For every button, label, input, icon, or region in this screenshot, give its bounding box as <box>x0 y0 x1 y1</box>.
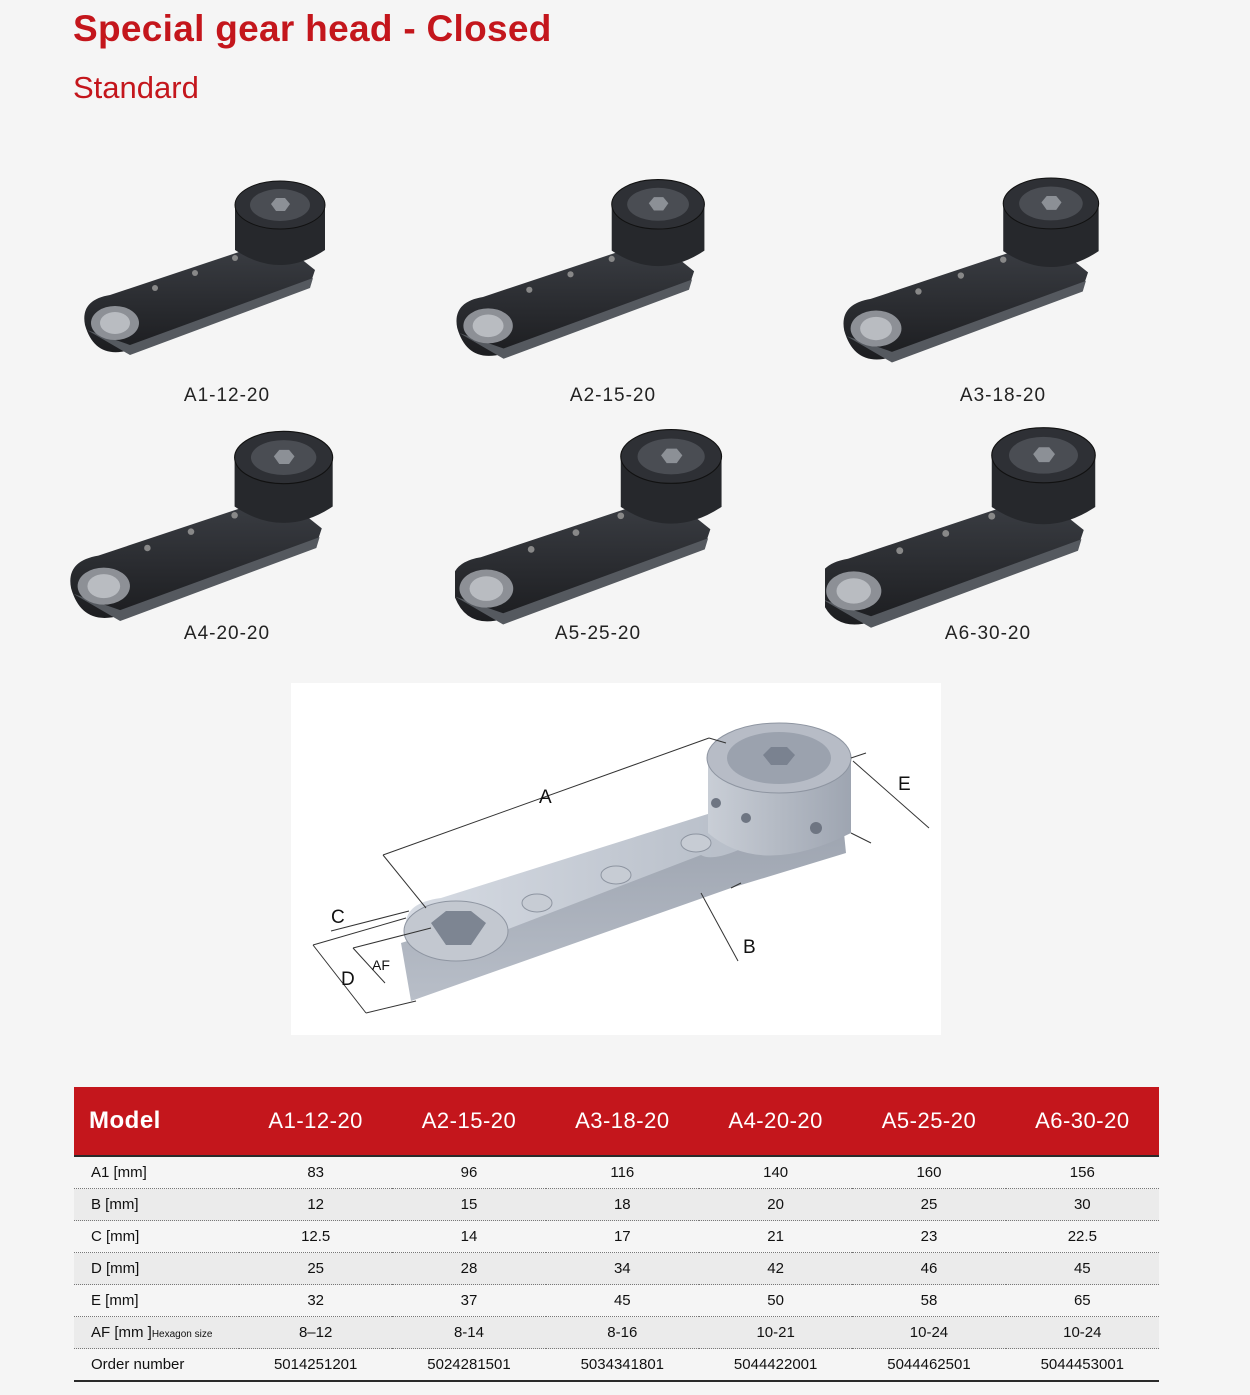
row-label: Order number <box>74 1349 239 1382</box>
row-label: D [mm] <box>74 1253 239 1285</box>
table-cell: 21 <box>699 1221 852 1253</box>
table-cell: 30 <box>1006 1189 1159 1221</box>
product-image <box>450 160 750 375</box>
row-label: E [mm] <box>74 1285 239 1317</box>
table-cell: 18 <box>546 1189 699 1221</box>
model-column-header: A3-18-20 <box>546 1087 699 1156</box>
table-row <box>74 1221 1159 1253</box>
dim-label-af: AF <box>372 957 390 973</box>
table-cell: 32 <box>239 1285 392 1317</box>
dim-label-b: B <box>743 937 756 958</box>
product-card <box>75 160 375 406</box>
model-column-header: A1-12-20 <box>239 1087 392 1156</box>
product-image <box>75 160 375 375</box>
table-cell: 37 <box>392 1285 545 1317</box>
screw-2 <box>601 866 631 884</box>
table-cell: 14 <box>392 1221 545 1253</box>
dim-label-c: C <box>331 907 345 928</box>
table-cell: 8–12 <box>239 1317 392 1349</box>
table-cell: 10-24 <box>852 1317 1005 1349</box>
row-label: C [mm] <box>74 1221 239 1253</box>
product-label: A1-12-20 <box>183 385 271 406</box>
table-cell: 160 <box>852 1156 1005 1189</box>
row-label: AF [mm ]Hexagon size <box>74 1317 239 1349</box>
page-subtitle: Standard <box>73 70 199 105</box>
product-label: A4-20-20 <box>183 623 271 644</box>
model-column-header: A2-15-20 <box>392 1087 545 1156</box>
table-cell: 45 <box>1006 1253 1159 1285</box>
table-cell: 140 <box>699 1156 852 1189</box>
product-card <box>450 160 750 406</box>
table-cell: 15 <box>392 1189 545 1221</box>
product-label: A6-30-20 <box>944 623 1032 644</box>
table-cell: 96 <box>392 1156 545 1189</box>
dimension-diagram <box>291 683 941 1035</box>
table-cell: 28 <box>392 1253 545 1285</box>
table-row <box>74 1253 1159 1285</box>
spec-table <box>74 1087 1159 1382</box>
table-cell: 58 <box>852 1285 1005 1317</box>
model-header: Model <box>74 1087 239 1156</box>
table-cell: 12 <box>239 1189 392 1221</box>
model-column-header: A6-30-20 <box>1006 1087 1159 1156</box>
spec-table-header-row <box>74 1087 1159 1156</box>
table-cell: 34 <box>546 1253 699 1285</box>
dimension-diagram-drawing <box>291 683 941 1035</box>
model-column-header: A4-20-20 <box>699 1087 852 1156</box>
dim-label-e: E <box>898 774 911 795</box>
product-image <box>825 415 1125 630</box>
table-cell: 50 <box>699 1285 852 1317</box>
table-cell: 156 <box>1006 1156 1159 1189</box>
table-row <box>74 1317 1159 1349</box>
table-row <box>74 1189 1159 1221</box>
table-cell: 83 <box>239 1156 392 1189</box>
product-card <box>455 415 755 655</box>
product-image <box>840 160 1140 375</box>
table-cell: 5014251201 <box>239 1349 392 1382</box>
table-cell: 10-21 <box>699 1317 852 1349</box>
table-cell: 42 <box>699 1253 852 1285</box>
screw-3 <box>681 834 711 852</box>
product-label: A5-25-20 <box>554 623 642 644</box>
dim-label-d: D <box>341 969 355 990</box>
table-cell: 20 <box>699 1189 852 1221</box>
table-cell: 5044453001 <box>1006 1349 1159 1382</box>
product-image <box>70 415 370 630</box>
table-cell: 12.5 <box>239 1221 392 1253</box>
table-cell: 5044462501 <box>852 1349 1005 1382</box>
table-cell: 25 <box>239 1253 392 1285</box>
product-image <box>455 415 755 630</box>
product-label: A3-18-20 <box>959 385 1047 406</box>
table-cell: 25 <box>852 1189 1005 1221</box>
model-column-header: A5-25-20 <box>852 1087 1005 1156</box>
table-cell: 5044422001 <box>699 1349 852 1382</box>
table-cell: 46 <box>852 1253 1005 1285</box>
table-cell: 22.5 <box>1006 1221 1159 1253</box>
table-row <box>74 1349 1159 1382</box>
row-label: B [mm] <box>74 1189 239 1221</box>
row-label: A1 [mm] <box>74 1156 239 1189</box>
table-cell: 5034341801 <box>546 1349 699 1382</box>
spec-table-body <box>74 1156 1159 1381</box>
row-label-note: Hexagon size <box>151 1329 213 1340</box>
table-cell: 116 <box>546 1156 699 1189</box>
table-cell: 10-24 <box>1006 1317 1159 1349</box>
table-cell: 8-14 <box>392 1317 545 1349</box>
table-cell: 17 <box>546 1221 699 1253</box>
table-cell: 45 <box>546 1285 699 1317</box>
product-card <box>70 415 370 655</box>
table-row <box>74 1285 1159 1317</box>
table-row <box>74 1156 1159 1189</box>
table-cell: 65 <box>1006 1285 1159 1317</box>
table-cell: 5024281501 <box>392 1349 545 1382</box>
table-cell: 8-16 <box>546 1317 699 1349</box>
product-card <box>825 415 1125 655</box>
product-card <box>840 160 1140 406</box>
screw-1 <box>522 894 552 912</box>
product-label: A2-15-20 <box>569 385 657 406</box>
table-cell: 23 <box>852 1221 1005 1253</box>
page-title: Special gear head - Closed <box>73 8 552 49</box>
dim-label-a: A <box>539 787 552 808</box>
